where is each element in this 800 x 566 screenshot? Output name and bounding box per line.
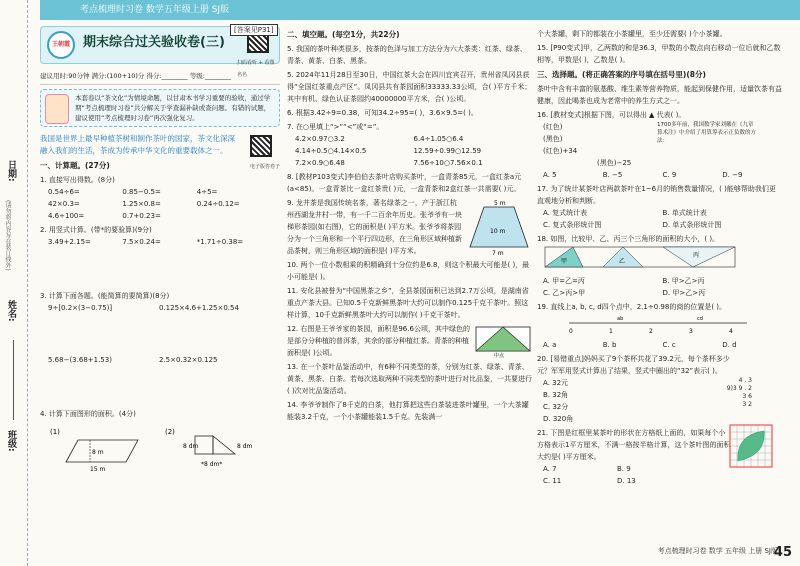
q6: 6. 根据3.42÷9=0.38，可知34.2÷95=( )，3.6×9.5=( )。 (287, 109, 478, 117)
div-line: 3 6 (742, 393, 752, 400)
q10: 10. 两个一位小数相乘的积精确到十分位约是6.8，则这个积最大可能是( )，最小可能是( )。 (287, 261, 530, 281)
section-3-title: 三、选择题。(将正确答案的序号填在括号里)(8分) (537, 70, 706, 79)
q3-title: 3. 计算下面各题。(能简算的要简算)(8分) (40, 292, 170, 300)
tri-b: 乙 (619, 258, 626, 265)
tick-label: 3 (689, 328, 693, 335)
q3-row-1 (40, 302, 280, 314)
option[interactable]: C. 复式条形统计图 (543, 221, 602, 229)
q7-item: 7.2×0.9○6.48 (295, 159, 345, 167)
option[interactable]: A. a (543, 341, 557, 349)
option[interactable]: B. −5 (602, 171, 623, 179)
q2-item: *1.71÷0.38= (196, 238, 244, 246)
answer-reference: [答案见P31] (230, 24, 278, 36)
option[interactable]: B. b (602, 341, 617, 349)
q1-row-1 (40, 186, 280, 198)
q15: 15. [P90变式]甲，乙两数的和是36.3，甲数的小数点向右移动一位后就和乙数相等，甲数是( )，乙数是( )。 (537, 44, 781, 64)
tick-label: 4 (729, 328, 733, 335)
q16-side: 1700多年前，我国数学家刘徽在《九章算术注》中介绍了用算筹表示正负数的方法： (657, 122, 757, 144)
trap-height: 10 m (490, 228, 506, 235)
footer-text: 考点梳理时习卷 数学 五年级 上册 SJ版 (657, 547, 778, 555)
q7-item: 6.4÷1.05○6.4 (413, 135, 464, 143)
option[interactable]: A. 复式统计表 (543, 209, 588, 217)
option[interactable]: B. 32角 (543, 391, 569, 399)
trap-top: 5 m (494, 200, 506, 207)
top-banner: 考点梳理时习卷 数学五年级上册 SJ版 (40, 0, 800, 20)
q5b: 5. 2024年11月28日至30日，中国红茶大会在四川宜宾召开，贵州省凤冈县获得“全国红茶重点产区”。凤冈县共有茶园面积33333.33公顷，合( )平方千米；其中有机、绿色认证茶园约40000000平方米，合( )公顷。 (287, 71, 532, 103)
shape1-height: 8 m (92, 449, 104, 456)
q1-row-3 (40, 210, 280, 222)
q4-title: 4. 计算下面图形的面积。(4分) (40, 410, 136, 418)
long-division (727, 377, 752, 425)
q12-text: 12. 右图是王爷爷家的茶园，面积是96.6公顷，其中绿色的是部分分种植的普洱茶，其余的部分种植红茶。青茶的种植面积是( )公顷。 (287, 325, 470, 357)
q16-figure (537, 121, 782, 157)
option[interactable]: C. 11 (543, 477, 562, 485)
option[interactable]: D. 单式条形统计图 (662, 221, 722, 229)
option[interactable]: C. 乙>丙>甲 (543, 289, 586, 297)
q1-item: 0.24÷0.12= (196, 200, 240, 208)
trapezoid-figure (466, 200, 532, 257)
q1-item: 0.7+0.23= (122, 212, 161, 220)
q2-item: 3.49+2.15= (48, 238, 91, 246)
name-label: 姓名: (6, 300, 16, 322)
q17: 17. 为了统计某茶叶店两款茶叶在1~6月的销售数量情况，( )能够帮助我们更直观地分析和判断。 (537, 185, 776, 205)
work-space (40, 366, 280, 406)
option[interactable]: C. 32分 (543, 403, 569, 411)
q1-title: 1. 直接写出得数。(8分) (40, 176, 115, 184)
q1-row-2 (40, 198, 280, 210)
option[interactable]: C. 9 (662, 171, 677, 179)
q16: 16. [教材变式]根据下图，可以得出 ▲ 代表( )。 (537, 111, 686, 119)
brand-logo: 王朝霞 (47, 31, 75, 59)
intro-body: 我国是世界上最早种植茶树和制作茶叶的国家，茶文化深深融入我们的生活，茶成为传承中华文化的重要载体之一。 (40, 134, 235, 155)
q5-intro: 5. 我国的茶叶种类很多，按茶的色泽与加工方法分为六大茶类：红茶、绿茶、青茶、黄茶、白茶、黑茶。 (287, 45, 527, 65)
column-2 (287, 26, 532, 423)
q20-options (537, 377, 573, 425)
div-line: 4 . 3 (738, 377, 752, 384)
triangles-figure (543, 245, 743, 271)
leaf-grid-figure (730, 425, 772, 467)
binding-margin (0, 0, 28, 566)
q4-shapes (40, 424, 280, 474)
option[interactable]: D. 13 (617, 477, 636, 485)
tick-label: 0 (569, 328, 573, 335)
points-cd: cd (697, 316, 703, 322)
q3-row-2 (40, 354, 280, 366)
q18-options (537, 275, 782, 299)
q17-options (537, 207, 782, 231)
q12 (287, 323, 532, 359)
q2-title: 2. 用竖式计算。(带*的要验算)(9分) (40, 226, 152, 234)
tip-box (40, 89, 280, 127)
tick-label: 2 (649, 328, 653, 335)
section-1-title: 一、计算题。(27分) (40, 161, 110, 170)
shape2-num: (2) (165, 428, 175, 436)
q13: 13. 在一个茶叶品鉴活动中，有6种不同类型的茶，分别为红茶、绿茶、青茶、黄茶、黑茶、白茶。若每次选取两种不同类型的茶叶进行对比品鉴，一共要进行( )次对比品鉴活动。 (287, 363, 532, 395)
option[interactable]: A. 7 (543, 465, 557, 473)
q2-item: 7.5×0.24= (122, 238, 161, 246)
q9-text: 9. 龙井茶是我国传统名茶，著名绿茶之一，产于浙江杭州西湖龙井村一带，有一千二百余年历史。张爷爷有一块梯形茶园(如右图)，它的面积是( )平方米。张爷爷将茶园分为一个三角形和一个平行四边形，在三角形区域种植新品茶树，则三角形区域的面积是( )平方米。 (287, 199, 462, 255)
q20: 20. [易错重点]妈妈买了9个茶杯共花了39.2元，每个茶杯多少元？军军用竖式计算出了结果，竖式中圈出的“32”表示( )。 (537, 355, 730, 375)
parallelogram-figure (50, 424, 145, 474)
date-label: 日期: (6, 160, 16, 182)
q16-row: (黑色) (543, 135, 563, 143)
number-line (567, 313, 767, 335)
tip-text: 本套卷以“茶文化”为情境命题，以甘肃本书学习重要的验收，通过学期“考点梳理时习卷”共分解关于学查漏补缺或查问题。有错的试题，建议使用“考点梳理时习卷”再次强化复习。 (75, 94, 271, 122)
q11: 11. 安化县被誉为“中国黑茶之乡”，全县茶园面积已达到2.7万公顷，是湖南省重点产茶大县。已知0.5千克新鲜黑茶叶大约可以制作0.125千克干茶叶。照这样计算，10千克新鲜黑茶叶大约可以制作( )千克干茶叶。 (287, 287, 529, 319)
option[interactable]: B. 单式统计表 (662, 209, 707, 217)
q1-item: 42×0.3= (48, 200, 80, 208)
shape2-bottom: *8 dm* (201, 461, 223, 468)
q14-continued: 个大茶罐，剩下的都装在小茶罐里，至少还需要( )个小茶罐。 (537, 30, 727, 38)
q16-row: (红色) (543, 123, 563, 131)
q9 (287, 197, 532, 257)
q2-row (40, 236, 280, 248)
q1-item: 1.25×0.8= (122, 200, 161, 208)
q7: 7. 在○里填上“>”“<”或“=”。 (287, 123, 384, 131)
option[interactable]: D. d (722, 341, 737, 349)
class-label: 班级: (6, 430, 16, 452)
q1-item (197, 210, 270, 222)
option[interactable]: B. 甲>乙>丙 (662, 277, 705, 285)
shape2-left: 8 dm (183, 443, 199, 450)
binding-note: (请勿将内容写在装订线外) (4, 200, 11, 271)
work-space (40, 248, 280, 288)
qr-code-2-icon[interactable] (250, 135, 272, 157)
shape2-right: 8 dm (237, 443, 253, 450)
tick-label: 1 (609, 328, 613, 335)
div-line: 9)3 9 . 2 (726, 385, 752, 392)
q7-items (287, 133, 532, 169)
page-number: 45 (773, 545, 792, 560)
tri-a: 甲 (561, 258, 568, 265)
option[interactable]: A. 甲=乙=丙 (543, 277, 585, 285)
option[interactable]: D. 甲>乙>丙 (662, 289, 706, 297)
q1-item: 4.6÷100= (48, 212, 85, 220)
q16-eq: (黑色)−25 (597, 159, 632, 167)
q1-item: 0.85−0.5= (122, 188, 161, 196)
option[interactable]: D. −9 (722, 171, 743, 179)
work-space (40, 314, 280, 354)
q21-block (537, 463, 782, 487)
q21: 21. 下图是红框里某茶叶的形状在方格纸上面的，如果每个小方格表示1平方厘米，不满一格按半格计算，这个茶叶图的面积大约是( )平方厘米。 (537, 429, 731, 461)
q7-item: 7.56÷10○7.56×0.1 (413, 159, 483, 167)
q19: 19. 直线上a, b, c, d四个点中，2.1÷0.98的商的位置是( )。 (537, 303, 727, 311)
q16-options (537, 169, 782, 181)
tri-c: 丙 (693, 252, 700, 259)
q7-item: 12.59÷0.99○12.59 (413, 147, 482, 155)
q1-item: 0.54÷6= (48, 188, 80, 196)
q16-row: (红色)+34 (543, 147, 578, 155)
qr2-caption: 电子版答卷子 (249, 164, 280, 170)
q14: 14. 李爷爷制作了8千克的白茶，他打算把这些白茶装进茶叶罐里，一个大茶罐能装3.2千克，一个小茶罐能装1.5千克。先装满一 (287, 401, 529, 421)
section-2-title: 二、填空题。(每空1分，共22分) (287, 30, 400, 39)
qr-caption: 扫码看听 + 看图名名 (237, 60, 275, 78)
q20-block (537, 377, 782, 425)
column-1 (40, 26, 280, 474)
q3-item: 5.68−(3.68+1.53) (48, 356, 112, 364)
q18: 18. 如图，比较甲、乙、丙三个三角形的面积的大小，( )。 (537, 235, 720, 243)
option[interactable]: A. 32元 (543, 379, 569, 387)
div-line: 3 2 (742, 401, 752, 408)
section-3-desc: 茶叶中含有丰富的氨基酸、维生素等营养物质，能起到保健作用，适量饮茶有益健康，因此喝茶也成为老常中的养生方式之一。 (537, 85, 782, 105)
q16-rows (537, 121, 657, 157)
exam-info: 建议用时:90分钟 满分:(100+10)分 得分:________ 等级:________ (40, 68, 280, 85)
option[interactable]: B. 9 (617, 465, 631, 473)
option[interactable]: A. 5 (543, 171, 557, 179)
page-title: 期末综合过关验收卷(三) (83, 35, 225, 50)
column-3 (537, 26, 782, 487)
trap-bottom: 7 m (492, 250, 504, 257)
q7-item: 4.2×0.97○3.2 (295, 135, 345, 143)
q1-item: 4÷5= (196, 188, 218, 196)
name-line (13, 340, 14, 420)
q19-options (537, 339, 782, 351)
points-ab: ab (617, 316, 624, 322)
field-figure (474, 325, 532, 357)
field-midpoint: 中点 (494, 353, 505, 359)
compound-figure (165, 424, 265, 474)
q3-item: 9÷[0.2×(3−0.75)] (48, 304, 113, 312)
cartoon-avatar-icon (45, 94, 69, 124)
q8: 8. [教材P103变式]李伯伯去茶叶店购买茶叶，一盒青茶85元，一盒红茶a元(a<85)。一盒青茶比一盒红茶贵( )元，一盒青茶和2盒红茶一共需要( )元。 (287, 173, 522, 193)
q3-item: 2.5×0.32×0.125 (159, 356, 218, 364)
shape1-base: 15 m (90, 466, 106, 473)
option[interactable]: D. 320角 (543, 415, 574, 423)
q21-options-2 (617, 463, 636, 487)
q3-item: 0.125×4.6+1.25×0.54 (159, 304, 239, 312)
option[interactable]: C. c (662, 341, 676, 349)
q7-item: 4.14÷0.5○4.14×0.5 (295, 147, 367, 155)
shape1-num: (1) (50, 428, 60, 436)
